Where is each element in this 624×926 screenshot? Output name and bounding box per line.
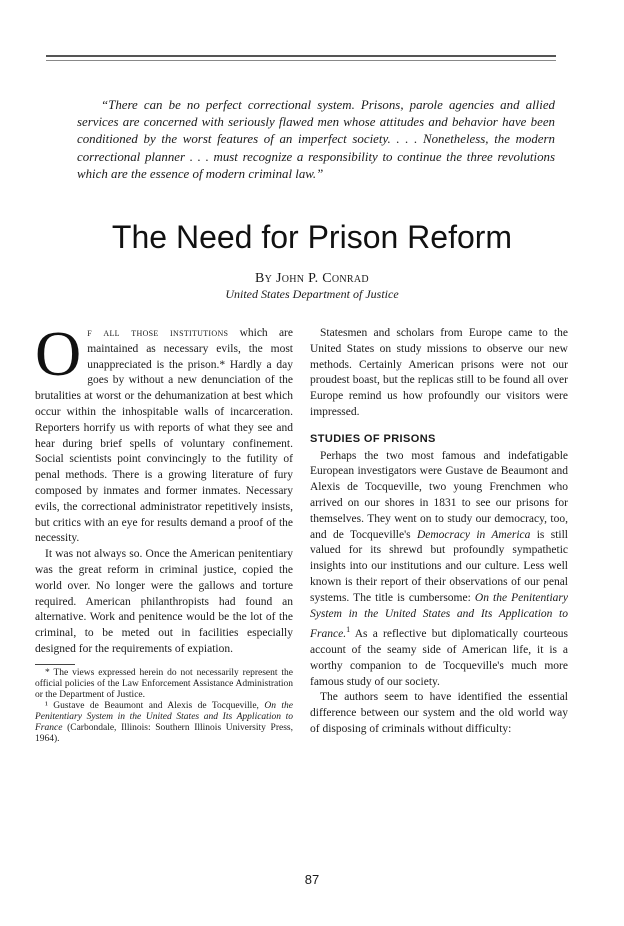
- paragraph: The authors seem to have identified the essential difference between our system and the old world way of disposing of criminals without difficulty:: [310, 691, 568, 735]
- footnote-text: ¹ Gustave de Beaumont and Alexis de Tocqueville,: [45, 700, 265, 711]
- section-heading: STUDIES OF PRISONS: [310, 432, 436, 445]
- right-column: [310, 326, 568, 738]
- byline: By John P. Conrad: [255, 271, 369, 286]
- footnote-rule: [35, 664, 75, 665]
- left-column: [35, 318, 293, 745]
- footnote: * The views expressed herein do not necessarily represent the official policies of the Law Enforcement Assistance Administration or the Department of Justice.: [35, 667, 293, 700]
- paragraph-text: is still valued for its shrewd but profoundly sympathetic insights into our institutions and our culture. Less well known is their report of their observations of our penal systems. The title is cumbersome:: [310, 528, 568, 604]
- author-affiliation: United States Department of Justice: [225, 287, 399, 301]
- paragraph-text: As a reflective but diplomatically courteous account of the seamy side of American life, it is a worthy companion to de Tocqueville's much more famous study of our society.: [310, 628, 568, 688]
- lead-in: f all those institutions: [87, 327, 229, 339]
- page-number: 87: [304, 872, 320, 887]
- article-title: The Need for Prison Reform: [111, 219, 513, 255]
- footnote-book-title: On the Penitentiary System in the United States and Its Application to France: [35, 700, 293, 733]
- paragraph-text: Perhaps the two most famous and indefatigable European investigators were Gustave de Beaumont and Alexis de Tocqueville, two young Frenchmen who arrived on our shores in 1831 to see our prisons for themselves. They went on to study our democracy, too, and de Tocqueville's: [310, 449, 568, 541]
- book-title: On the Penitentiary System in the United States and Its Application to France.: [310, 591, 568, 641]
- opening-text: which are maintained as necessary evils, the most unappreciated is the prison.* Hardly a day goes by without a new denunciation of the brutalities at worst or the dehumanization at best which occur within the inhospitable walls of incarceration. Reporters horrify us with reports of what they see and hear during brief spells of voluntary confinement. Social scientists point convincingly to the futility of penal methods. There is a growing literature of fury composed by inmates and former inmates. Necessary evils, the correctional administrator repetitively insists, but critics with an eye for results demand a proof of the necessity.: [35, 327, 293, 545]
- drop-cap: O: [35, 318, 82, 389]
- opening-paragraph: [35, 318, 293, 547]
- epigraph: “There can be no perfect correctional system. Prisons, parole agencies and allied services are concerned with seriously flawed men whose attitudes and behavior have been conditioned by the worst features of an imperfect society. . . . Nonetheless, the modern correctional planner . . . must recognize a responsibility to continue the three revolutions which are the essence of modern criminal law.”: [77, 98, 555, 181]
- footnote-ref: 1: [346, 625, 351, 635]
- paragraph: It was not always so. Once the American penitentiary was the great reform in criminal justice, copied the world over. No longer were the gallows and torture required. American philanthropists had found an alternative. Work and penitence would be the lot of the criminal, to be meted out in facilities especially designed for the requirements of expiation.: [35, 548, 293, 655]
- paragraph: Statesmen and scholars from Europe came to the United States on study missions to observe our new methods. Certainly American prisons were not our proudest boast, but the replicas still to be found all over Europe remind us how profoundly our visitors were impressed.: [310, 327, 568, 418]
- footnote-text: (Carbondale, Illinois: Southern Illinois University Press, 1964).: [35, 722, 293, 744]
- top-rule-thin: [46, 60, 556, 61]
- paragraph: [310, 449, 568, 691]
- top-rule: [46, 55, 556, 57]
- book-title: Democracy in America: [416, 528, 531, 541]
- footnote: [35, 701, 293, 745]
